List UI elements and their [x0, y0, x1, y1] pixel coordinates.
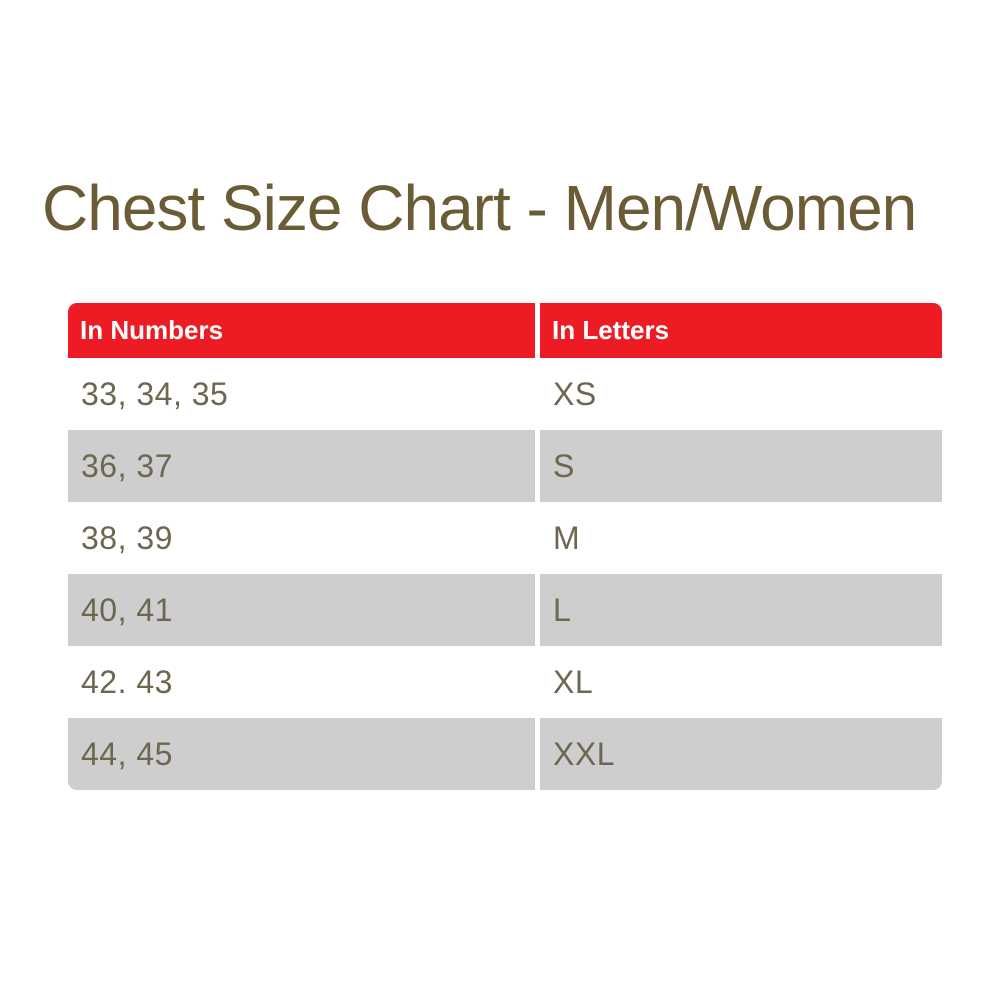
cell-letters: M — [540, 502, 942, 574]
cell-letters: XXL — [540, 718, 942, 790]
table-row — [68, 358, 942, 430]
table-header-row — [68, 303, 942, 358]
column-header-in-numbers: In Numbers — [68, 303, 535, 358]
table-row — [68, 502, 942, 574]
cell-numbers: 33, 34, 35 — [68, 358, 535, 430]
size-chart-table — [68, 303, 942, 790]
cell-numbers: 44, 45 — [68, 718, 535, 790]
cell-letters: L — [540, 574, 942, 646]
page-title: Chest Size Chart - Men/Women — [42, 172, 917, 244]
cell-numbers: 40, 41 — [68, 574, 535, 646]
cell-numbers: 42. 43 — [68, 646, 535, 718]
cell-letters: XS — [540, 358, 942, 430]
table-row — [68, 646, 942, 718]
cell-numbers: 38, 39 — [68, 502, 535, 574]
table-row — [68, 718, 942, 790]
column-header-in-letters: In Letters — [540, 303, 942, 358]
table-row — [68, 430, 942, 502]
cell-letters: XL — [540, 646, 942, 718]
table-row — [68, 574, 942, 646]
cell-numbers: 36, 37 — [68, 430, 535, 502]
cell-letters: S — [540, 430, 942, 502]
